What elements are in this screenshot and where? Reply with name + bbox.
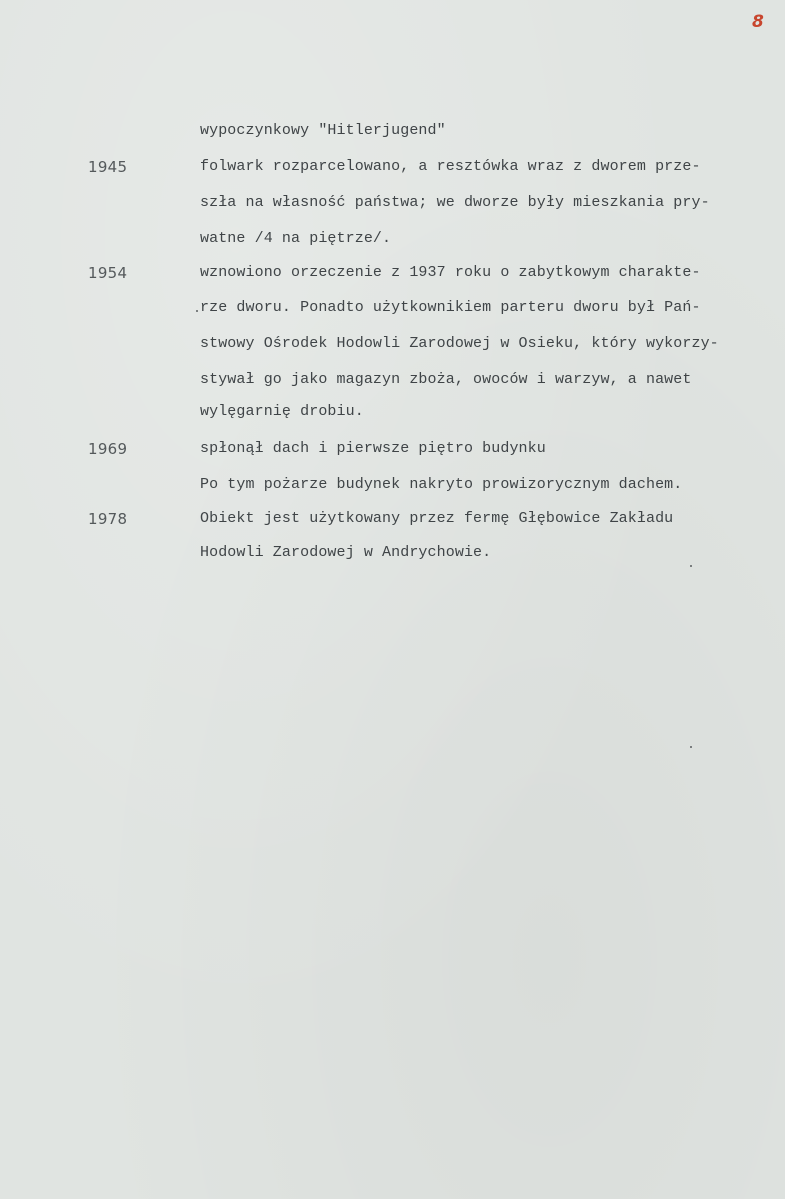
entry-year-1954: 1954 — [88, 264, 128, 282]
entry-1945-line-1: folwark rozparcelowano, a resztówka wraz z dworem prze- — [200, 158, 701, 175]
entry-1954-line-3: stwowy Ośrodek Hodowli Zarodowej w Osieku, który wykorzy- — [200, 335, 719, 352]
entry-year-1978: 1978 — [88, 510, 128, 528]
entry-1954-line-1: wznowiono orzeczenie z 1937 roku o zabytkowym charakte- — [200, 264, 701, 281]
entry-1954-line-5: wylęgarnię drobiu. — [200, 403, 364, 420]
page-number: 8 — [752, 12, 764, 32]
entry-1945-line-2: szła na własność państwa; we dworze były mieszkania pry- — [200, 194, 710, 211]
entry-1954-line-2: rze dworu. Ponadto użytkownikiem parteru dworu był Pań- — [200, 299, 701, 316]
ink-speck — [196, 310, 198, 312]
entry-1978-line-1: Obiekt jest użytkowany przez fermę Głębowice Zakładu — [200, 510, 674, 527]
entry-year-1945: 1945 — [88, 158, 128, 176]
entry-1945-line-3: watne /4 na piętrze/. — [200, 230, 392, 247]
entry-1954-line-4: stywał go jako magazyn zboża, owoców i warzyw, a nawet — [200, 371, 692, 388]
ink-speck — [690, 565, 692, 567]
ink-speck — [690, 746, 692, 748]
intro-line: wypoczynkowy "Hitlerjugend" — [200, 122, 446, 139]
entry-1969-line-2: Po tym pożarze budynek nakryto prowizorycznym dachem. — [200, 476, 683, 493]
entry-1978-line-2: Hodowli Zarodowej w Andrychowie. — [200, 544, 492, 561]
entry-1969-line-1: spłonął dach i pierwsze piętro budynku — [200, 440, 546, 457]
entry-year-1969: 1969 — [88, 440, 128, 458]
